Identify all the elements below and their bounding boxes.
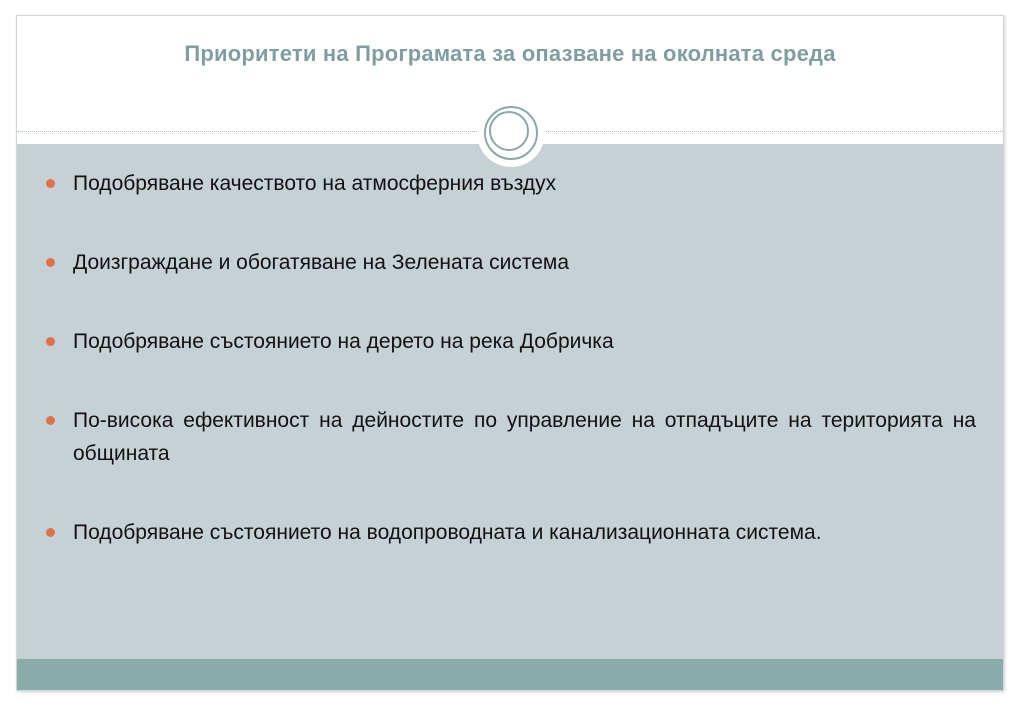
bullet-item [73,516,976,549]
ornament-inner-ring [489,111,529,151]
footer-band [17,659,1004,691]
bullet-text: Доизграждане и обогатяване на Зелената система [73,251,570,274]
bullet-item [73,325,976,358]
bullet-dot-icon [46,179,55,188]
bullet-text: Подобряване качеството на атмосферния въздух [73,172,557,195]
slide [16,15,1004,691]
bullet-item [73,167,976,200]
bullet-item [73,246,976,279]
double-circle-ornament-icon [477,99,545,167]
slide-title: Приоритети на Програмата за опазване на околната среда [184,41,836,66]
bullet-dot-icon [46,528,55,537]
bullet-text: По-висока ефективност на дейностите по управление на отпадъците на територията на общината [73,409,976,465]
bullet-dot-icon [46,416,55,425]
bullet-text: Подобряване състоянието на дерето на река Добричка [73,330,614,353]
bullet-list [73,167,976,549]
bullet-text: Подобряване състоянието на водопроводната и канализационната система. [73,521,822,544]
bullet-dot-icon [46,258,55,267]
bullet-item [73,404,976,470]
bullet-dot-icon [46,337,55,346]
